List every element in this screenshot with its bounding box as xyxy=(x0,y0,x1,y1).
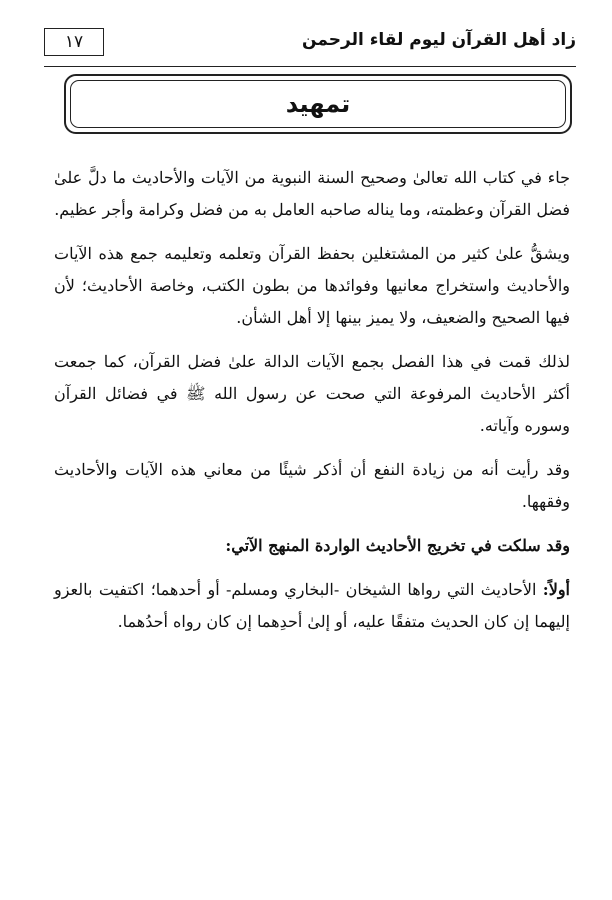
book-title: زاد أهل القرآن ليوم لقاء الرحمن xyxy=(302,30,576,50)
body-text xyxy=(54,162,570,650)
first-point-text: الأحاديث التي رواها الشيخان -البخاري ومسلم- أو أحدهما؛ اكتفيت بالعزو إليهما إن كان الحديث متفقًا عليه، أو إلىٰ أحدِهما إن كان رواه أحدُهما. xyxy=(54,580,570,631)
method-heading: وقد سلكت في تخريج الأحاديث الواردة المنهج الآتي: xyxy=(225,536,570,555)
paragraph-2: ويشقُّ علىٰ كثير من المشتغلين بحفظ القرآن وتعلمه وتعليمه جمع هذه الآيات والأحاديث واستخراج معانيها وفوائدها من بطون الكتب، وخاصة الأحاديث؛ لأن فيها الصحيح والضعيف، ولا يميز بينها إلا أهل الشأن. xyxy=(54,244,570,327)
first-point-lead: أولاً: xyxy=(542,580,570,599)
section-title: تمهيد xyxy=(285,90,351,118)
page-number: ١٧ xyxy=(44,28,104,56)
running-header xyxy=(44,28,576,68)
paragraph-3: لذلك قمت في هذا الفصل بجمع الآيات الدالة علىٰ فضل القرآن، كما جمعت أكثر الأحاديث المرفوعة التي صحت عن رسول الله ﷺ في فضائل القرآن وسوره وآياته. xyxy=(54,352,570,435)
first-point xyxy=(54,574,570,638)
section-title-frame xyxy=(64,74,572,134)
header-divider xyxy=(44,66,576,67)
section-title-inner-frame xyxy=(70,80,566,128)
paragraph-1: جاء في كتاب الله تعالىٰ وصحيح السنة النبوية من الآيات والأحاديث ما دلَّ علىٰ فضل القرآن وعظمته، وما يناله صاحبه العامل به من فضل وكرامة وأجر عظيم. xyxy=(54,168,570,219)
paragraph-4: وقد رأيت أنه من زيادة النفع أن أذكر شيئًا من معاني هذه الآيات والأحاديث وفقهها. xyxy=(54,460,570,511)
